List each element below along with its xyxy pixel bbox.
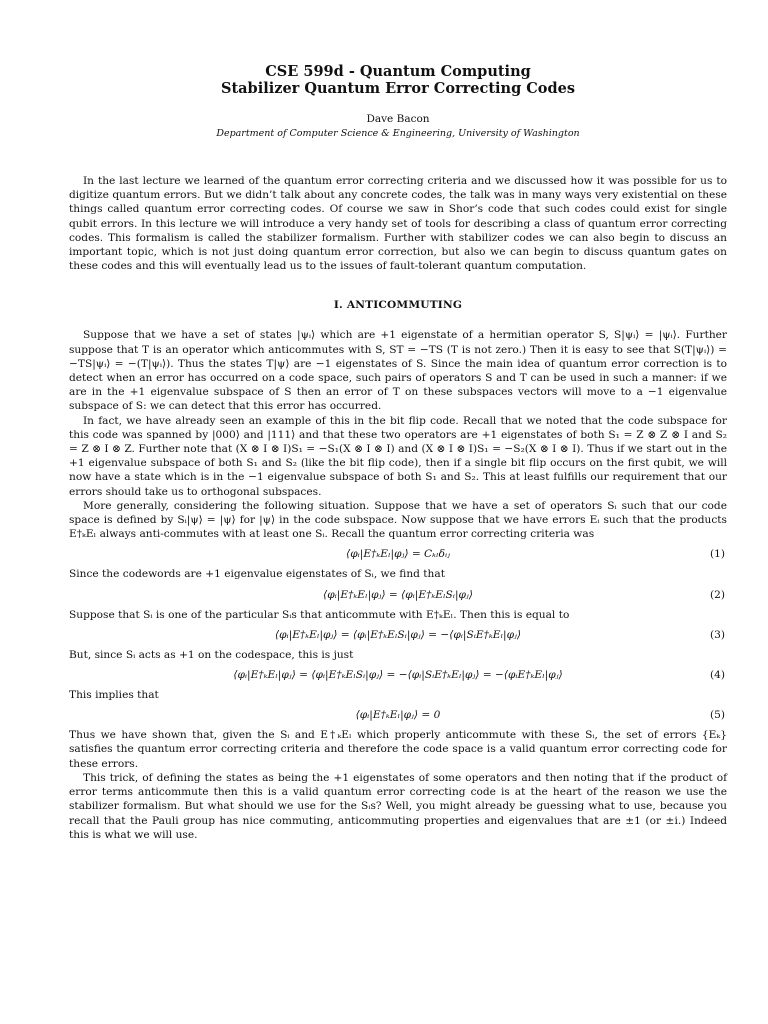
author-name: Dave Bacon xyxy=(366,113,430,125)
body-paragraph-5: This trick, of defining the states as being the +1 eigenstates of some operators and then noting that if the product of error terms anticommute then this is a valid quantum error correcting code is at the heart of the reason we use the stabilizer formalism. But what should we use for the Sᵢs? Well, you might already be guessing what to use, because you recall that the Pauli group has nice commuting, anticommuting properties and eigenvalues that are ±1 (or ±i.) Indeed this is what we will use. xyxy=(69,771,727,841)
equation-2 xyxy=(69,582,727,608)
equation-1-expression: ⟨φᵢ|E†ₖEₗ|φⱼ⟩ = Cₖₗδᵢⱼ xyxy=(346,548,450,561)
equation-1-number: (1) xyxy=(709,548,725,561)
body-text-after-eq3: But, since Sᵢ acts as +1 on the codespace, this is just xyxy=(69,648,354,661)
equation-3 xyxy=(69,622,727,648)
equation-5 xyxy=(69,702,727,728)
equation-5-expression: ⟨φᵢ|E†ₖEₗ|φⱼ⟩ = 0 xyxy=(355,709,441,722)
author-affiliation: Department of Computer Science & Engineering, University of Washington xyxy=(216,128,580,139)
equation-4 xyxy=(69,662,727,688)
section-heading: I. ANTICOMMUTING xyxy=(333,299,463,312)
paper-title xyxy=(69,63,727,97)
title-line-topic: Stabilizer Quantum Error Correcting Codes xyxy=(220,80,576,97)
equation-4-expression: ⟨φᵢ|E†ₖEₗ|φⱼ⟩ = ⟨φᵢ|E†ₖEₗSᵢ|φⱼ⟩ = −⟨φᵢ|SᵢE†ₖEₗ|φⱼ⟩ = −⟨φᵢE†ₖEₗ|φⱼ⟩ xyxy=(233,669,563,682)
body-paragraph-4: Thus we have shown that, given the Sᵢ and E†ₖEₗ which properly anticommute with these Sᵢ, the set of errors {Eₖ} satisfies the quantum error correcting criteria and therefore the code space is a valid quantum error correcting code for these errors. xyxy=(69,729,727,770)
equation-2-expression: ⟨φᵢ|E†ₖEₗ|φⱼ⟩ = ⟨φᵢ|E†ₖEₗSᵢ|φⱼ⟩ xyxy=(323,588,473,601)
body-text-after-eq4: This implies that xyxy=(69,689,159,702)
equation-2-number: (2) xyxy=(709,588,725,601)
paper-page xyxy=(69,0,727,842)
equation-1 xyxy=(69,541,727,567)
equation-3-expression: ⟨φᵢ|E†ₖEₗ|φⱼ⟩ = ⟨φᵢ|E†ₖEₗSᵢ|φⱼ⟩ = −⟨φᵢ|SᵢE†ₖEₗ|φⱼ⟩ xyxy=(275,628,521,641)
equation-3-number: (3) xyxy=(709,628,725,641)
body-paragraph-2: In fact, we have already seen an example of this in the bit flip code. Recall that we noted that the code subspace for this code was spanned by |000⟩ and |111⟩ and that these two operators are +1 eigenstates of both S₁ = Z ⊗ Z ⊗ I and S₂ = Z ⊗ I ⊗ Z. Further note that (X ⊗ I ⊗ I)S₁ = −S₁(X ⊗ I ⊗ I) and (X ⊗ I ⊗ I)S₁ = −S₂(X ⊗ I ⊗ I). Thus if we start out in the +1 eigenvalue subspace of both S₁ and S₂ (like the bit flip code), then if a single bit flip occurs on the first qubit, we will now have a state which is in the −1 eigenvalue subspace of both S₁ and S₂. This at least fulfills our requirement that our errors should take us to orthogonal subspaces. xyxy=(69,414,727,498)
equation-5-number: (5) xyxy=(709,709,725,722)
body-paragraph-1: Suppose that we have a set of states |ψᵢ⟩ which are +1 eigenstate of a hermitian operator S, S|ψᵢ⟩ = |ψᵢ⟩. Further suppose that T is an operator which anticommutes with S, ST = −TS (T is not zero.) Then it is easy to see that S(T|ψᵢ⟩) = −TS|ψᵢ⟩ = −(T|ψᵢ⟩). Thus the states T|ψ⟩ are −1 eigenstates of S. Since the main idea of quantum error correction is to detect when an error has occurred on a code space, such pairs of operators S and T can be used in such a manner: if we are in the +1 eigenvalue subspace of S then an error of T on these subspaces vectors will move to a −1 eigenvalue subspace of S: we can detect that this error has occurred. xyxy=(69,329,727,413)
body-text-after-eq1: Since the codewords are +1 eigenvalue eigenstates of Sᵢ, we find that xyxy=(69,568,445,581)
body-paragraph-3: More generally, considering the following situation. Suppose that we have a set of operators Sᵢ such that our code space is defined by Sᵢ|ψ⟩ = |ψ⟩ for |ψ⟩ in the code subspace. Now suppose that we have errors Eᵢ such that the products E†ₖEₗ always anti-commutes with at least one Sᵢ. Recall the quantum error correcting criteria was xyxy=(69,499,727,541)
title-line-course: CSE 599d - Quantum Computing xyxy=(265,63,531,80)
equation-4-number: (4) xyxy=(709,669,725,682)
body-text-after-eq2: Suppose that Sᵢ is one of the particular Sᵢs that anticommute with E†ₖEₗ. Then this is equal to xyxy=(69,608,570,621)
abstract-paragraph: In the last lecture we learned of the quantum error correcting criteria and we discussed how it was possible for us to digitize quantum errors. But we didn’t talk about any concrete codes, the talk was in many ways very existential on these things called quantum error correcting codes. Of course we saw in Shor’s code that such codes could exist for single qubit errors. In this lecture we will introduce a very handy set of tools for describing a class of quantum error correcting codes. This formalism is called the stabilizer formalism. Further with stabilizer codes we can also begin to discuss an important topic, which is not just doing quantum error correction, but also we can begin to discuss quantum gates on these codes and this will eventually lead us to the issues of fault-tolerant quantum computation. xyxy=(69,175,727,273)
